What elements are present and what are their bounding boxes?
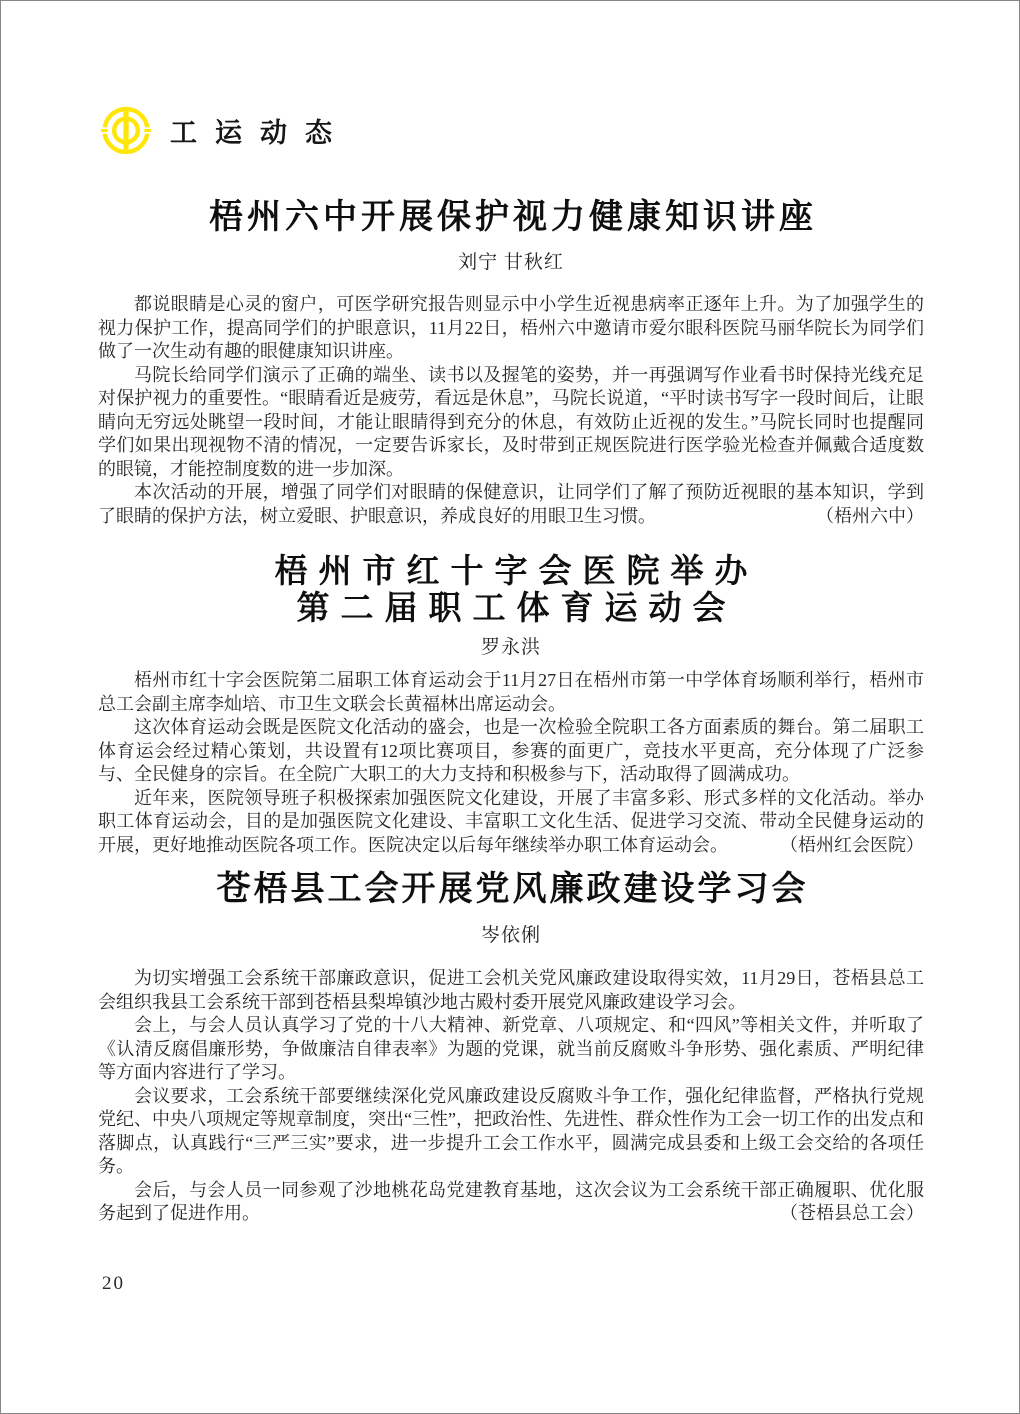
article-attribution: （梧州六中） (816, 505, 924, 526)
page-header (98, 105, 924, 155)
paragraph: 梧州市红十字会医院第二届职工体育运动会于11月27日在梧州市第一中学体育场顺利举行，梧州市总工会副主席李灿培、市卫生文联会长黄福林出席运动会。 (98, 670, 924, 714)
article-title (98, 869, 924, 911)
article-title (98, 554, 924, 628)
article-body (98, 293, 924, 528)
paragraph: 为切实增强工会系统干部廉政意识，促进工会机关党风廉政建设取得实效，11月29日，苍梧县总工会组织我县工会系统干部到苍梧县梨埠镇沙地古殿村委开展党风廉政建设学习会。 (98, 968, 924, 1012)
article-sports-meeting (98, 554, 924, 857)
article-title-line: 梧州六中开展保护视力健康知识讲座 (209, 199, 817, 236)
paragraph: 这次体育运动会既是医院文化活动的盛会，也是一次检验全院职工各方面素质的舞台。第二届职工体育运会经过精心策划，共设置有12项比赛项目，参赛的面更广，竞技水平更高，充分体现了广泛参与、全民健身的宗旨。在全院广大职工的大力支持和积极参与下，活动取得了圆满成功。 (98, 717, 924, 784)
union-logo-icon (98, 106, 154, 155)
paragraph-text: 会后，与会人员一同参观了沙地桃花岛党建教育基地，这次会议为工会系统干部正确履职、优化服务起到了促进作用。 (98, 1179, 924, 1223)
paragraph (98, 787, 924, 858)
paragraph-text: 本次活动的开展，增强了同学们对眼睛的保健意识，让同学们了解了预防近视眼的基本知识，学到了眼睛的保护方法，树立爱眼、护眼意识，养成良好的用眼卫生习惯。 (98, 482, 924, 526)
article-title-line: 苍梧县工会开展党风廉政建设学习会 (216, 871, 809, 908)
paragraph-text: 近年来，医院领导班子积极探索加强医院文化建设，开展了丰富多彩、形式多样的文化活动。举办职工体育运动会，目的是加强医院文化建设、丰富职工文化生活、促进学习交流、带动全民健身运动的开展，更好地推动医院各项工作。医院决定以后每年继续举办职工体育运动会。 (98, 787, 924, 855)
article-eye-health-lecture (98, 197, 924, 528)
paragraph: 马院长给同学们演示了正确的端坐、读书以及握笔的姿势，并一再强调写作业看书时保持光线充足对保护视力的重要性。“眼睛看近是疲劳，看远是休息”，马院长说道，“平时读书写字一段时间后，让眼睛向无穷远处眺望一段时间，才能让眼睛得到充分的休息，有效防止近视的发生。”马院长同时也提醒同学们如果出现视物不清的情况，一定要告诉家长，及时带到正规医院进行医学验光检查并佩戴合适度数的眼镜，才能控制度数的进一步加深。 (98, 364, 924, 479)
article-attribution: （苍梧县总工会） (780, 1203, 924, 1223)
brand-title: 工运动态 (170, 117, 350, 148)
paragraph (98, 1179, 924, 1226)
paragraph (98, 481, 924, 528)
article-body (98, 669, 924, 857)
page-number: 20 (102, 1273, 125, 1294)
article-title-line: 梧州市红十字会医院举办 (274, 554, 759, 590)
article-authors: 岑依俐 (480, 925, 541, 946)
article-attribution: （梧州红会医院） (780, 834, 924, 855)
article-party-integrity-study (98, 869, 924, 1226)
article-body (98, 967, 924, 1226)
article-title-line: 第二届职工体育运动会 (296, 591, 737, 627)
paragraph: 都说眼睛是心灵的窗户，可医学研究报告则显示中小学生近视患病率正逐年上升。为了加强学生的视力保护工作，提高同学们的护眼意识，11月22日，梧州六中邀请市爱尔眼科医院马丽华院长为同学们做了一次生动有趣的眼健康知识讲座。 (98, 294, 924, 361)
article-authors: 刘宁 甘秋红 (458, 252, 564, 273)
paragraph: 会上，与会人员认真学习了党的十八大精神、新党章、八项规定、和“四风”等相关文件，并听取了《认清反腐倡廉形势，争做廉洁自律表率》为题的党课，就当前反腐败斗争形势、强化素质、严明纪律等方面内容进行了学习。 (98, 1015, 924, 1082)
page-content (1, 105, 1019, 1226)
paragraph: 会议要求，工会系统干部要继续深化党风廉政建设反腐败斗争工作，强化纪律监督，严格执行党规党纪、中央八项规定等规章制度，突出“三性”，把政治性、先进性、群众性作为工会一切工作的出发点和落脚点，认真践行“三严三实”要求，进一步提升工会工作水平，圆满完成县委和上级工会交给的各项任务。 (98, 1085, 924, 1176)
article-authors: 罗永洪 (480, 637, 541, 658)
article-title (98, 197, 924, 239)
